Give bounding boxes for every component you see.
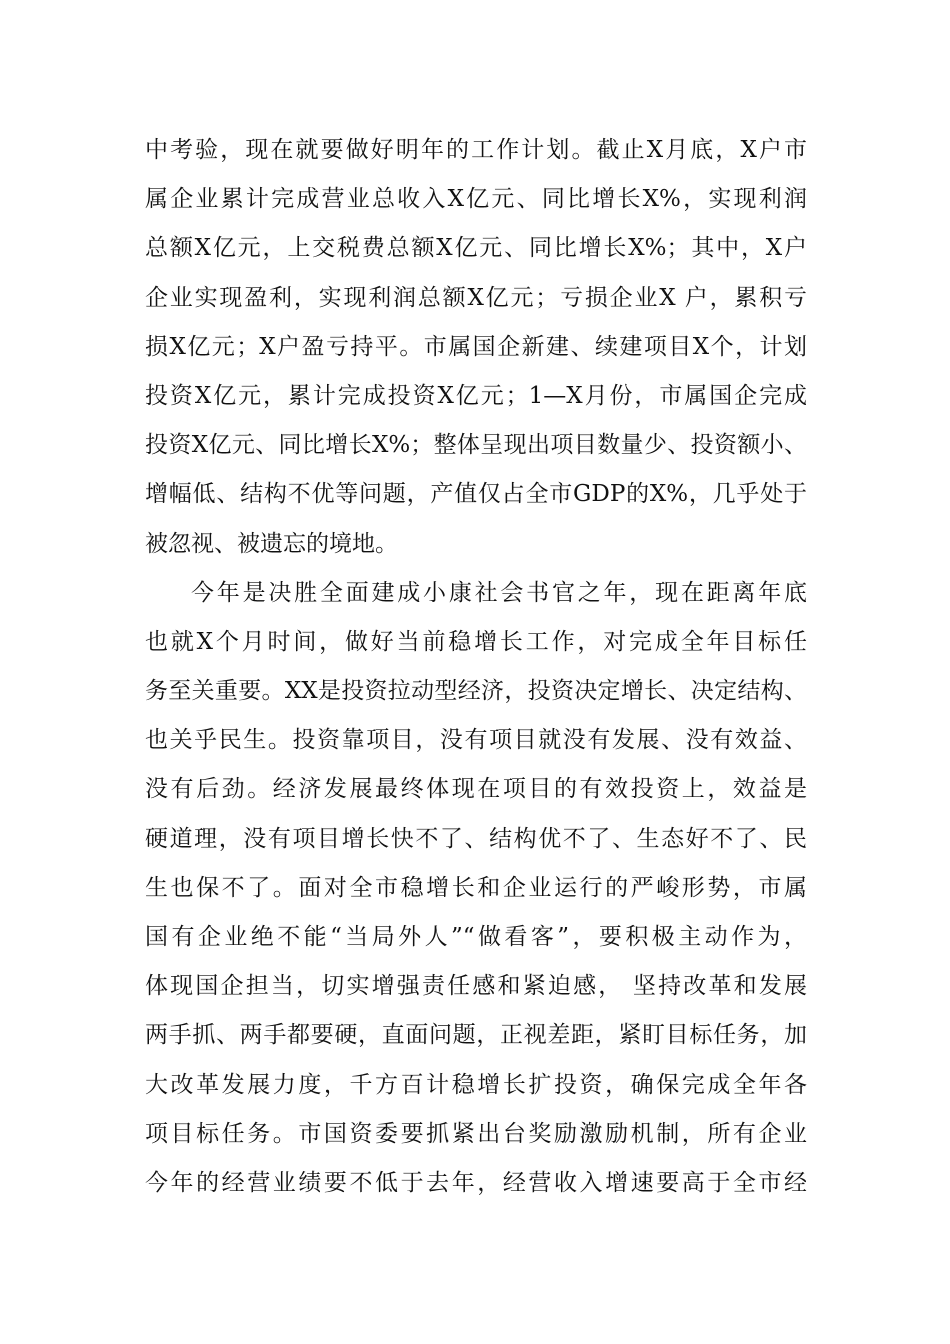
text-line: 总额X亿元，上交税费总额X亿元、同比增长X%；其中，X户 <box>145 235 807 262</box>
text-line: 增幅低、结构不优等问题，产值仅占全市GDP的X%，几乎处于 <box>145 481 807 508</box>
text-line: 属企业累计完成营业总收入X亿元、同比增长X%，实现利润 <box>145 186 807 213</box>
text-line: 中考验，现在就要做好明年的工作计划。截止X月底，X户市 <box>145 137 807 163</box>
text-line: 也关乎民生。投资靠项目，没有项目就没有发展、没有效益、 <box>145 727 807 754</box>
text-line: 投资X亿元、同比增长X%；整体呈现出项目数量少、投资额小、 <box>145 432 807 459</box>
text-line: 也就X个月时间，做好当前稳增长工作，对完成全年目标任 <box>145 628 807 655</box>
text-line: 项目标任务。市国资委要抓紧出台奖励激励机制，所有企业 <box>145 1120 807 1147</box>
text-line: 今年的经营业绩要不低于去年，经营收入增速要高于全市经 <box>145 1169 807 1196</box>
text-line: 投资X亿元，累计完成投资X亿元；1—X月份，市属国企完成 <box>145 382 807 409</box>
text-line: 大改革发展力度，千方百计稳增长扩投资，确保完成全年各 <box>145 1071 807 1098</box>
text-line: 两手抓、两手都要硬，直面问题，正视差距，紧盯目标任务，加 <box>145 1022 807 1049</box>
text-line: 硬道理，没有项目增长快不了、结构优不了、生态好不了、民 <box>145 825 807 852</box>
paragraph-end-line: 被忽视、被遗忘的境地。 <box>145 530 398 557</box>
text-line: 没有后劲。经济发展最终体现在项目的有效投资上，效益是 <box>145 776 807 803</box>
text-line: 国有企业绝不能“当局外人”“做看客”，要积极主动作为， <box>145 924 807 950</box>
document-body <box>145 126 807 1208</box>
text-line: 务至关重要。XX是投资拉动型经济，投资决定增长、决定结构、 <box>145 678 807 705</box>
text-line: 企业实现盈利，实现利润总额X亿元；亏损企业X 户，累积亏 <box>145 284 807 311</box>
text-line: 损X亿元；X户盈亏持平。市属国企新建、续建项目X个，计划 <box>145 333 807 360</box>
text-line: 体现国企担当，切实增强责任感和紧迫感， 坚持改革和发展 <box>145 973 807 1000</box>
paragraph-first-line: 今年是决胜全面建成小康社会书官之年，现在距离年底 <box>191 579 807 606</box>
text-line: 生也保不了。面对全市稳增长和企业运行的严峻形势，市属 <box>145 874 807 901</box>
